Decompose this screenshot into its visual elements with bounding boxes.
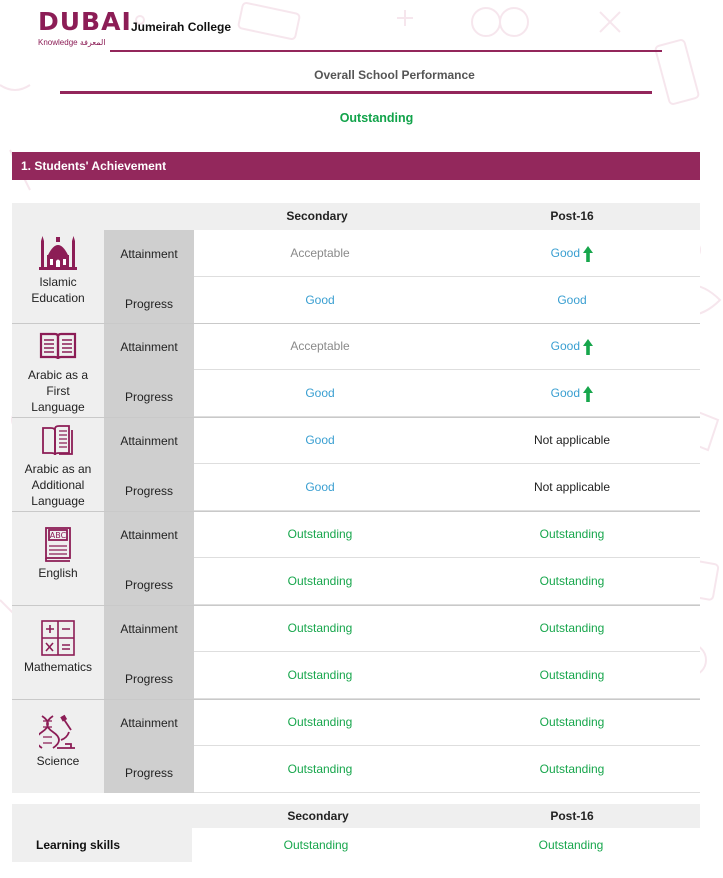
- subject-name-line: Language: [31, 494, 85, 508]
- subject-divider: [12, 417, 700, 418]
- subject-cell: [12, 230, 104, 324]
- section-title: 1. Students' Achievement: [12, 152, 700, 180]
- overall-title: Overall School Performance: [314, 68, 475, 82]
- abc-book-icon: [39, 526, 77, 562]
- metric-label: Progress: [124, 766, 174, 780]
- table-row: [194, 464, 700, 511]
- secondary-value: Good: [305, 480, 335, 494]
- header-divider: [110, 50, 662, 52]
- post16-value: [472, 511, 672, 558]
- school-name: Jumeirah College: [131, 20, 232, 34]
- table-row: [194, 511, 700, 558]
- post16-value-text: Outstanding: [539, 762, 605, 776]
- metric-cell: [104, 277, 194, 324]
- table-row: [194, 652, 700, 699]
- table-row: [194, 277, 700, 324]
- subject-name-line: Education: [31, 291, 85, 305]
- ls-column-header-post16: Post-16: [550, 809, 594, 823]
- subject-name: [12, 659, 104, 675]
- post16-value-text: Outstanding: [539, 574, 605, 588]
- subject-name: [12, 367, 104, 415]
- table-row: [194, 417, 700, 464]
- secondary-value: Acceptable: [290, 246, 350, 260]
- metric-cell: [104, 699, 194, 746]
- metric-cell: [104, 370, 194, 417]
- subject-name: [12, 274, 104, 306]
- subject-cell: [12, 417, 104, 511]
- subject-name: [12, 461, 104, 509]
- post16-value-text: Good: [550, 386, 580, 400]
- post16-value-text: Outstanding: [539, 621, 605, 635]
- metric-cell: [104, 558, 194, 605]
- logo-wordmark: DUBAI: [38, 7, 132, 36]
- secondary-value: Outstanding: [287, 621, 353, 635]
- secondary-value: Outstanding: [287, 527, 353, 541]
- logo-subtitle: Knowledge المعرفة: [38, 38, 106, 47]
- learning-skills-label: Learning skills: [12, 828, 192, 862]
- post16-value: [472, 323, 672, 370]
- metric-cell: [104, 511, 194, 558]
- book-icon: [39, 422, 77, 458]
- subject-name-line: Additional: [31, 478, 85, 492]
- metric-label: Attainment: [120, 247, 178, 261]
- post16-value: [472, 277, 672, 324]
- post16-value-text: Outstanding: [539, 668, 605, 682]
- post16-value-text: Not applicable: [533, 480, 611, 494]
- learning-skills-header: [12, 804, 700, 828]
- post16-value-text: Good: [557, 293, 587, 307]
- secondary-value: Outstanding: [287, 762, 353, 776]
- overall-value-wrap: [0, 111, 723, 125]
- subject-name-line: English: [38, 566, 78, 580]
- secondary-value: Good: [305, 386, 335, 400]
- table-row: [194, 605, 700, 652]
- improvement-arrow-icon: [583, 339, 593, 355]
- metric-cell: [104, 417, 194, 464]
- overall-title-wrap: [0, 68, 723, 82]
- table-row: [194, 230, 700, 277]
- post16-value: [472, 464, 672, 511]
- metric-label: Progress: [124, 578, 174, 592]
- column-header-post16: Post-16: [550, 209, 594, 223]
- metric-cell: [104, 464, 194, 511]
- overall-divider: [60, 91, 652, 94]
- post16-value-text: Outstanding: [539, 715, 605, 729]
- table-row: [194, 370, 700, 417]
- column-header-secondary: Secondary: [286, 209, 348, 223]
- table-row: [194, 699, 700, 746]
- post16-value: [472, 230, 672, 277]
- secondary-value: Outstanding: [287, 715, 353, 729]
- metric-label: Attainment: [120, 434, 178, 448]
- subject-divider: [12, 323, 700, 324]
- improvement-arrow-icon: [583, 386, 593, 402]
- subject-cell: [12, 699, 104, 793]
- post16-value: [472, 370, 672, 417]
- table-header: [12, 203, 700, 230]
- metric-cell: [104, 230, 194, 277]
- table-row: [194, 746, 700, 793]
- learning-skills-row: [12, 828, 700, 862]
- metric-cell: [104, 605, 194, 652]
- secondary-value: Outstanding: [287, 668, 353, 682]
- metric-cell: [104, 746, 194, 793]
- metric-cell: [104, 652, 194, 699]
- post16-value: [472, 699, 672, 746]
- overall-value: Outstanding: [339, 111, 414, 125]
- secondary-value: Outstanding: [287, 574, 353, 588]
- post16-value: [472, 605, 672, 652]
- svg-text:ABC: ABC: [49, 531, 67, 540]
- post16-value: [472, 746, 672, 793]
- math-symbols-icon: [39, 620, 77, 656]
- post16-value: [472, 652, 672, 699]
- metric-label: Attainment: [120, 340, 178, 354]
- table-row: [194, 558, 700, 605]
- subject-name-line: Mathematics: [23, 660, 93, 674]
- subject-name-line: Arabic as an: [24, 462, 92, 476]
- dubai-knowledge-logo: [38, 7, 132, 52]
- post16-value-text: Good: [550, 246, 580, 260]
- learning-skills-secondary: Outstanding: [283, 838, 349, 852]
- metric-label: Progress: [124, 672, 174, 686]
- improvement-arrow-icon: [583, 246, 593, 262]
- metric-label: Progress: [124, 297, 174, 311]
- subject-cell: [12, 323, 104, 417]
- metric-label: Attainment: [120, 622, 178, 636]
- subject-divider: [12, 511, 700, 512]
- learning-skills-post16: Outstanding: [538, 838, 604, 852]
- subject-name-line: Language: [31, 400, 85, 414]
- subject-divider: [12, 605, 700, 606]
- secondary-value: Good: [305, 293, 335, 307]
- subject-divider: [12, 699, 700, 700]
- metric-cell: [104, 323, 194, 370]
- metric-label: Progress: [124, 484, 174, 498]
- post16-value: [472, 417, 672, 464]
- secondary-value: Good: [305, 433, 335, 447]
- subject-name-line: Science: [36, 754, 80, 768]
- open-book-icon: [39, 328, 77, 364]
- subject-cell: [12, 605, 104, 699]
- metric-label: Progress: [124, 390, 174, 404]
- table-row: [194, 323, 700, 370]
- post16-value-text: Outstanding: [539, 527, 605, 541]
- metric-label: Attainment: [120, 528, 178, 542]
- subject-name-line: First: [46, 384, 70, 398]
- subject-cell: [12, 511, 104, 605]
- subject-name-line: Arabic as a: [27, 368, 89, 382]
- subject-name-line: Islamic: [39, 275, 77, 289]
- post16-value: [472, 558, 672, 605]
- mosque-icon: [39, 235, 77, 271]
- subject-name: [12, 753, 104, 769]
- post16-value-text: Good: [550, 339, 580, 353]
- ls-column-header-secondary: Secondary: [287, 809, 349, 823]
- subject-name: [12, 565, 104, 581]
- post16-value-text: Not applicable: [533, 433, 611, 447]
- dna-microscope-icon: [39, 714, 77, 750]
- metric-label: Attainment: [120, 716, 178, 730]
- secondary-value: Acceptable: [290, 339, 350, 353]
